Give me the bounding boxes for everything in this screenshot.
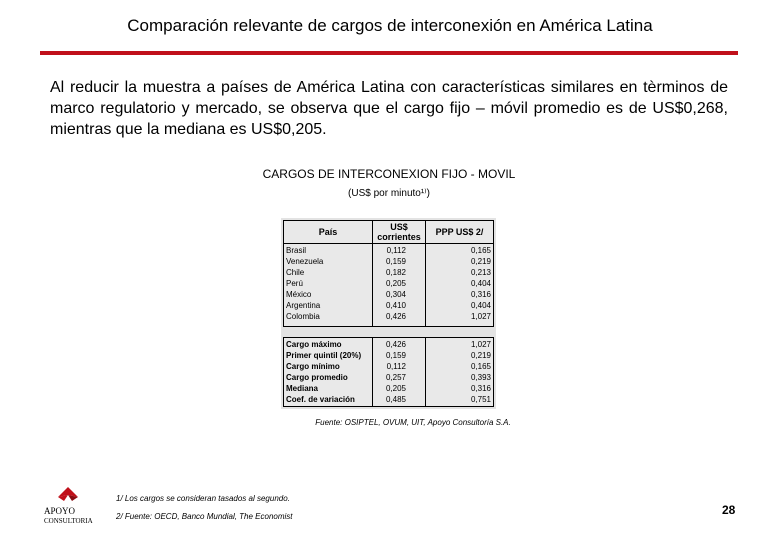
stat-name: Cargo promedio: [286, 373, 348, 382]
stat-name: Cargo mínimo: [286, 362, 340, 371]
ppp-value: 0,751: [470, 395, 491, 404]
ppp-value: 0,404: [470, 279, 491, 288]
table-subtitle: (US$ por minuto¹⁾): [348, 188, 430, 199]
ppp-value: 0,316: [470, 290, 491, 299]
stats-row: [284, 350, 493, 361]
usd-value: 0,304: [385, 290, 406, 299]
footnote-2: 2/ Fuente: OECD, Banco Mundial, The Economist: [116, 512, 293, 521]
ppp-value: 0,393: [470, 373, 491, 382]
country-name: Perú: [286, 279, 303, 288]
stat-name: Mediana: [286, 384, 319, 393]
table-row: [284, 278, 493, 289]
stats-row: [284, 372, 493, 383]
logo-mark-icon: [40, 485, 106, 525]
intro-paragraph: Al reducir la muestra a países de América Latina con características similares en tèrminos de marco regulatorio y mercado, se observa que el cargo fijo – móvil promedio es de US$0,268, mientras que la mediana es US$0,205.: [50, 79, 728, 138]
table-row: [284, 267, 493, 278]
logo-line1: APOYO: [44, 506, 76, 516]
stats-row: [284, 361, 493, 372]
table-row: [284, 245, 493, 256]
usd-value: 0,112: [386, 362, 406, 371]
stat-name: Cargo máximo: [286, 340, 342, 349]
page-number: 28: [722, 503, 736, 517]
ppp-value: 0,165: [470, 246, 491, 255]
country-name: Brasil: [286, 246, 307, 255]
ppp-value: 0,219: [470, 257, 491, 266]
usd-value: 0,159: [385, 257, 406, 266]
stats-box: [283, 337, 494, 407]
ppp-value: 0,165: [470, 362, 491, 371]
country-name: Colombia: [286, 312, 320, 321]
interconnection-table: [281, 218, 496, 409]
usd-value: 0,426: [385, 312, 406, 321]
table-row: [284, 300, 493, 311]
usd-value: 0,182: [385, 268, 406, 277]
country-name: México: [286, 290, 312, 299]
country-name: Chile: [286, 268, 305, 277]
table-row: [284, 289, 493, 300]
header-usd: US$ corrientes: [377, 222, 421, 242]
header-pais: País: [318, 227, 338, 237]
stats-row: [284, 339, 493, 350]
ppp-value: 0,219: [470, 351, 491, 360]
ppp-value: 0,213: [470, 268, 491, 277]
table-row: [284, 256, 493, 267]
stats-row: [284, 383, 493, 394]
ppp-value: 0,316: [470, 384, 491, 393]
ppp-value: 1,027: [470, 312, 491, 321]
table-row: [284, 311, 493, 322]
header-ppp: PPP US$ 2/: [435, 227, 484, 237]
ppp-value: 0,404: [470, 301, 491, 310]
stat-name: Coef. de variación: [286, 395, 355, 404]
table-title: CARGOS DE INTERCONEXION FIJO - MOVIL: [262, 167, 516, 181]
title-divider: [40, 51, 738, 55]
stat-name: Primer quintil (20%): [286, 351, 362, 360]
page-title: Comparación relevante de cargos de interconexión en América Latina: [127, 16, 653, 35]
logo-line2: CONSULTORIA: [44, 517, 93, 525]
stats-row: [284, 394, 493, 405]
header-divider: [425, 221, 426, 243]
usd-value: 0,257: [385, 373, 406, 382]
usd-value: 0,426: [385, 340, 406, 349]
ppp-value: 1,027: [470, 340, 491, 349]
table-header: [283, 220, 494, 244]
usd-value: 0,205: [385, 384, 406, 393]
usd-value: 0,205: [385, 279, 406, 288]
country-name: Argentina: [286, 301, 321, 310]
header-divider: [372, 221, 373, 243]
usd-value: 0,159: [385, 351, 406, 360]
footnote-1: 1/ Los cargos se consideran tasados al segundo.: [116, 494, 290, 503]
countries-box: [283, 243, 494, 327]
country-name: Venezuela: [286, 257, 324, 266]
source-note: Fuente: OSIPTEL, OVUM, UIT, Apoyo Consultoría S.A.: [315, 418, 511, 427]
usd-value: 0,485: [385, 395, 406, 404]
usd-value: 0,410: [385, 301, 406, 310]
apoyo-logo: [40, 485, 106, 525]
usd-value: 0,112: [386, 246, 406, 255]
